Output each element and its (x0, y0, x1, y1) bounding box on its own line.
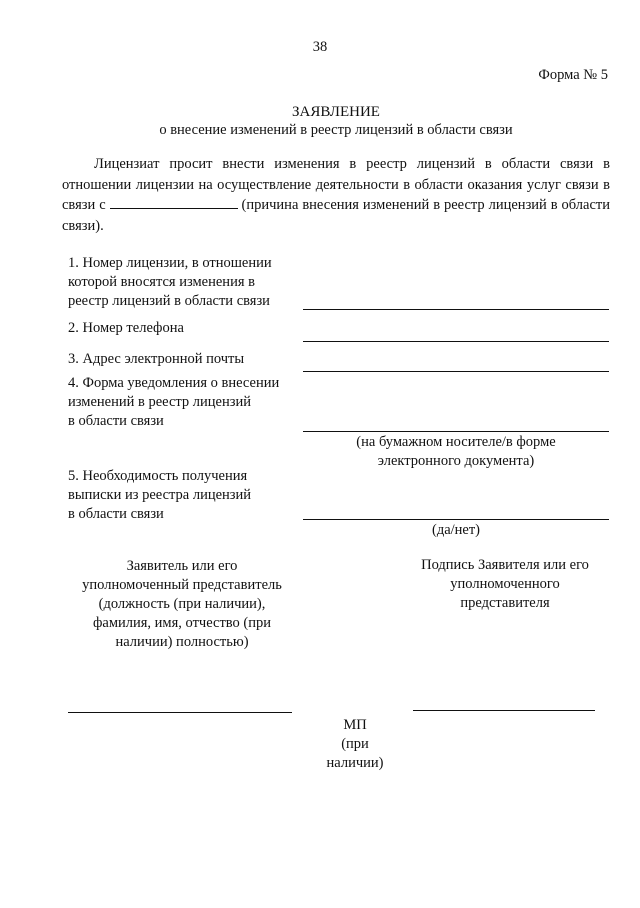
field-4-line[interactable] (303, 431, 609, 432)
document-subtitle: о внесение изменений в реестр лицензий в области связи (159, 122, 513, 138)
intro-paragraph (62, 154, 610, 236)
field-1-label: 1. Номер лицензии, в отношении которой вносятся изменения в реестр лицензий в области связи (68, 255, 272, 309)
field-5-label: 5. Необходимость получения выписки из реестра лицензий в области связи (68, 468, 252, 522)
field-4-hint: (на бумажном носителе/в форме электронного документа) (356, 434, 556, 469)
document-title: ЗАЯВЛЕНИЕ (292, 104, 380, 120)
field-5-line[interactable] (303, 519, 609, 520)
field-1-line[interactable] (303, 309, 609, 310)
field-2-label: 2. Номер телефона (68, 320, 184, 336)
reason-blank-line (110, 196, 238, 209)
applicant-name-line[interactable] (68, 712, 292, 713)
field-3-line[interactable] (303, 371, 609, 372)
intro-text-part1: Лицензиат просит внести изменения в реестр лицензий в области связи в отношении лицензии на осуществление деятельности в области оказания услуг связи в связи с (62, 156, 610, 213)
form-number: Форма № 5 (538, 67, 608, 83)
field-2-line[interactable] (303, 341, 609, 342)
intro-text-part2: (причина внесения изменений в реестр лицензий в области связи). (62, 197, 611, 234)
field-4-label: 4. Форма уведомления о внесении изменений в реестр лицензий в области связи (68, 375, 280, 429)
stamp-label: МП (при наличии) (326, 717, 384, 771)
signature-caption: Подпись Заявителя или его уполномоченного представителя (421, 557, 589, 611)
page-number: 38 (312, 39, 328, 55)
field-5-hint: (да/нет) (431, 522, 481, 538)
signature-line[interactable] (413, 710, 595, 711)
applicant-caption: Заявитель или его уполномоченный представитель (должность (при наличии), фамилия, имя, отчество (при наличии) полностью) (82, 558, 282, 650)
field-3-label: 3. Адрес электронной почты (68, 351, 245, 367)
